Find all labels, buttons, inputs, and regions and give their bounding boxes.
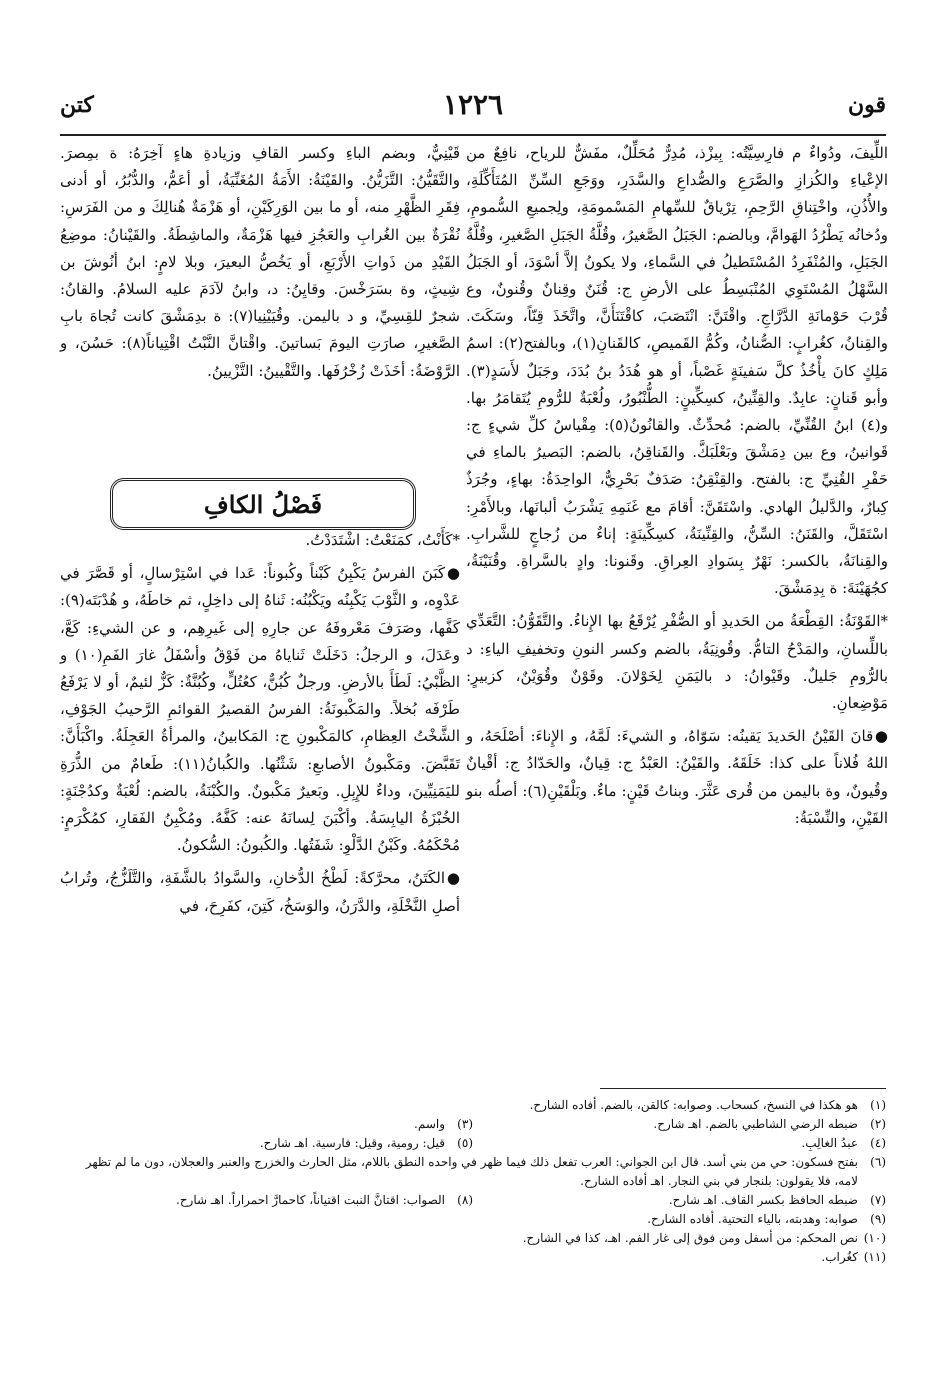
- footnote-number: (٥): [457, 1136, 473, 1150]
- footnote: [60, 1096, 886, 1115]
- footnote: [473, 1134, 886, 1153]
- footnote-text: هو هكذا في النسخ، كسحاب. وصوابه: كالقن، بالضم. أفاده الشارح.: [529, 1098, 858, 1112]
- footnote: [60, 1210, 886, 1229]
- footnote-number: (٤): [870, 1136, 886, 1150]
- footnote-number: (٨): [457, 1193, 473, 1207]
- footnote-number: (١١): [863, 1250, 886, 1264]
- left-column-bottom: [60, 527, 460, 1067]
- footnote-text: ضبطه الحافظ بكسر القاف. اهـ شارح.: [668, 1193, 858, 1207]
- header-end-word: كتن: [60, 92, 94, 118]
- footnote-row: [60, 1134, 886, 1153]
- footnote-text: صوابه: وهدبته، بالياء التحتية. أفاده الشارح.: [647, 1212, 858, 1226]
- entry-paragraph: ●الكَتَنُ، محرَّكةً: لَطْخُ الدُّخانِ، والسَّوادُ بالشَّفَةِ، والتَّلَزُّجُ، وتُرابُ أصلِ النَّخْلَةِ، والدَّرَنُ، والوَسَخُ، كَتِنَ، كفَرِحَ، في: [60, 869, 460, 915]
- page-number: ١٢٢٦: [442, 88, 504, 121]
- footnote-text: عبدُ الغالِبِ.: [801, 1136, 858, 1150]
- entry-paragraph: ●قانَ القَيْنُ الحَديدَ يَقينُه: سَوّاهُ، و الشيءَ: لَمَّهُ، و الإِناءَ: أصْلَحَهُ، و اللهُ فُلاناً على كذا: خَلَقَهُ. والقَيْنُ: العَبْدُ ج: قِيانٌ، والحَدّادُ ج: أقْيانٌ وقُيونٌ، وة باليمن من قُرى عَثَّرَ. وبناتُ قَيْنٍ: ماءٌ. وبَلْقَيْنِ(٦): أصلُه بنو القَيْنِ، والنِّسْبَةُ:: [466, 727, 889, 827]
- entry-paragraph: *القَوْنَةُ: القِطْعَةُ من الحَديدِ أو الصُّفْرِ يُرْقَعُ بها الإِناءُ. والتَّقَوُّنُ: التَّعَدِّي باللِّسانِ، والمَدْحُ التامُّ. وقُونِيَةُ، بالضم وكسر النونِ وتخفيفِ الياءِ: د بالرُّومِ جَليلٌ. وقَيْوانُ: د باليَمَنِ لِخَوْلانَ. وقَوْنٌ وقُوَيْنٌ، كزبيرٍ: مَوْضِعانِ.: [466, 612, 888, 713]
- header-root-word: قون: [847, 92, 886, 118]
- footnote-text: الصواب: اقتانَّ النبت اقتياناً، كاحمارَّ احمراراً. اهـ شارح.: [176, 1193, 445, 1207]
- footnote-text: بفتح فسكون: حي من بني أسد. قال ابن الجواني: العرب تفعل ذلك فيما ظهر في واحده النطق باللام، مثل الحارث والخزرج والعنبر والعجلان، دون ما لم تظهر لامه، فلا يقولون: بلنجار في بني النجار. اهـ أفاده الشارح.: [85, 1155, 858, 1188]
- footnote: [60, 1115, 473, 1134]
- footnote-number: (٣): [457, 1117, 473, 1131]
- entry-paragraph: قَيْنِيٌّ، وبضم الباءِ وكسر القافِ وزيادةِ هاءٍ آخِرَهُ: ة بمِصرَ. والتَّقَيُّنُ: التَّزَيُّنُ. والقَيْنَةُ: الأَمَةُ المُغَنِّيَةُ، أو أعَمُّ، والدُّبُرُ، أو أدنى فِقَرِ الظَّهْرِ منه، أو ما بين الوَرِكَيْنِ، أو هَزْمَةٌ هُنالِكَ و من الفَرَسِ: نُقْرَةٌ بين الغُرابِ والعَجُزِ فيها هَزْمَةٌ، والماشِطَةُ. والقَيْنانُ: موضِعُ القَيْدِ من ذَواتِ الأَرْبَعِ، أو يَخُصُّ البعيرَ، وبلا لامٍ: ابنُ أنُوشَ بن شِيثٍ، وة بسَرَخْسَ. وقايِنُ: د، وابنُ لآدَمَ عليه السلامُ. والقانُ: شجرٌ للقِسِيِّ، و د باليمن. وقُيَيْنِيا(٧): ة بدِمَشْقَ كانت تُجاهَ بابِ الصَّغيرِ، صارَتِ اليومَ بَساتينَ. واقْتانَّ النَّبْتُ اقْتِياناً(٨): حَسُنَ، و الرَّوْضَةُ: أخَذَتْ زُخْرُفَها. والتَّقْيينُ: التَّزْيينُ.: [60, 144, 460, 380]
- footnotes: [60, 1096, 886, 1267]
- footnote-number: (٦): [870, 1155, 886, 1169]
- footnote: [60, 1248, 886, 1267]
- footnote-row: [60, 1191, 886, 1210]
- footnote-number: (٩): [870, 1212, 886, 1226]
- footnote: [473, 1115, 886, 1134]
- footnote: [60, 1191, 473, 1210]
- footnote-number: (١): [870, 1098, 886, 1112]
- entry-paragraph: *كَأَنْتُ، كمَنَعْتُ: اشْتَدَدْتُ.: [305, 531, 460, 549]
- footnote-number: (٧): [870, 1193, 886, 1207]
- footnote-text: كغُراب.: [821, 1250, 858, 1264]
- footnote-number: (١٠): [863, 1231, 886, 1245]
- right-column: [466, 140, 889, 827]
- footnote-text: نص المحكم: من أسفل ومن فوق إلى غار الفم. اهـ، كذا في الشارح.: [522, 1231, 858, 1245]
- footnote-number: (٢): [870, 1117, 886, 1131]
- header-rule: [60, 134, 886, 136]
- left-column-top: [60, 140, 460, 480]
- page-header: [60, 88, 886, 132]
- section-heading: فَصْلُ الكافِ: [110, 478, 416, 530]
- footnote: [60, 1134, 473, 1153]
- footnote-row: [60, 1115, 886, 1134]
- footnote-text: واسم.: [414, 1117, 445, 1131]
- footnote-text: ضبطه الرضي الشاطبي بالضم. اهـ شارح.: [653, 1117, 858, 1131]
- footnote: [60, 1153, 886, 1191]
- footnote: [60, 1229, 886, 1248]
- footnote: [473, 1191, 886, 1210]
- entry-paragraph: ●كَبَنَ الفرسُ يَكْبِنُ كَبْناً وكُبوناً: عَدا في اسْتِرْسالٍ، أو قَصَّرَ في عَدْوِه، و الثَّوْبَ يَكْبِنُه ويَكْبُنُه: ثَناهُ إلى داخِلٍ، ثم خاطَهُ، و هُدْبَتَه(٩): كَفَّها، وصَرَفَ مَعْروفَهُ عن جارِهِ إلى غَيرِهِم، و عن الشيءِ: كَعَّ، وعَدَلَ، و الرجلُ: دَخَلَتْ ثَناياهُ من فَوْقُ وأسْفَلُ غارَ الفَمِ(١٠) و الظَّبْيُ: لَطَأَ بالأرضِ. ورجلٌ كُبُنٌّ، كعُتُلٍّ، وكُبُنَّةٌ: كَزٌّ لئيمٌ، أو لا يَرْفَعُ طَرْفَه بُخلاً. والمَكْبونَةُ: الفرسُ القصيرُ القوائمِ الرَّحيبُ الجَوْفِ، الشَّخْتُ العِظامِ، كالمَكْبونِ ج: المَكابينُ، والمرأةُ العَجِلَةُ. واكْبَأَنَّ: تَقَبَّضَ. ومَكْبونُ الأصابعِ: شَثْنُها. والكُبانُ(١١): طَعامٌ من الذُّرَةِ لليَمَنِيِّينَ، وداءٌ للإِبِلِ. وبَعيرٌ مَكْبونٌ. والكُبْنَةُ، بالضم: لُعْبَةٌ وكدُجْنَةٍ: الخُبْزَةُ اليابِسَةُ. وأكْبَنَ لِسانَهُ عنه: كَفَّهُ. ومُكْبِنُ الفَقارِ، كمُكْرَمٍ: مُحْكَمُهُ. وكَبْنُ الدَّلْوِ: شَفَتُها. والكُبونُ: السُّكونُ.: [60, 564, 460, 855]
- footnote-rule: [600, 1088, 886, 1089]
- footnote-text: قيل: رومية، وقيل: فارسية. اهـ شارح.: [259, 1136, 445, 1150]
- entry-paragraph: اللِّيفَ، ودُواءٌ م فارِسِيَّتُه: بِيزْذ، مُدِرٌّ مُحَلِّلٌ، مفَشٌّ للرياح، نافِعٌ من الإعْياءِ والكُزازِ والصَّرَعِ والصُّداعِ والسَّدَرِ، ووَجَعِ السِّنِّ المُتَأَكِّلَةِ، والأُذُنِ، واخْتِناقِ الرَّحِمِ، تِرْياقٌ للسِّهامِ المَسْمومَةِ، ولِجميعِ السُّمومِ، ودُخانُه يَطْرُدُ الهَوامَّ، وبالضم: الجَبَلُ الصَّغيرُ، وقُلَّةُ الجَبَلِ الصَّغيرِ، وقُلَّةُ الجَبَلِ، والمُنْفَرِدُ المُسْتَطيلُ في السَّماءِ، ولا يكونُ إلاَّ أسْوَدَ، أو الجَبَلُ السَّهْلُ المُسْتَوِي المُنْبَسِطُ على الأرضِ ج: قُنَنٌ وقِنانٌ وقُنونٌ، وع قُرْبَ حَوْمانَةِ الدَّرَّاجِ. واقْتَنَّ: انْتَصَبَ، كاقْتَنَأَنَّ، واتَّخَذَ قِنّاً، وسَكَتَ. والقِنانُ، كغُرابٍ: الصُّنانُ، وكُمُّ القَميصِ، كالقَنانِ(١)، وبالفتح(٢): اسمُ مَلِكٍ كانَ يأْخُذُ كلَّ سَفينَةٍ غَصْباً، أو هو هُدَدُ بنُ بُدَدَ، وجَبَلٌ لأَسَدٍ(٣). وأبو قَنانٍ: عابِدٌ. والقِنِّينُ، كسِكِّينٍ: الطُّنْبُورُ، ولُعْبَةٌ للرُّومِ يُتَقامَرُ بها. و(٤) ابنُ القُنِّيِّ، بالضم: مُحدِّثٌ. والقانُونُ(٥): مِقْياسُ كلِّ شيءٍ ج: قَوانينُ، وع بين دِمَشْقَ وبَعْلَبَكَّ. والقَناقِنُ، بالضم: البَصيرُ بالماءِ في حَفْرِ القُنِيِّ ج: بالفتح. والقِنْقِنُ: صَدَفٌ بَحْرِيٌّ، الواحِدَةُ: بهاءٍ، وجُرَذٌ كِبارٌ، والدَّليلُ الهادي. واسْتَقَنَّ: أقامَ مع غَنَمِهِ يَشْرَبُ ألبانَها، وبالأَمْرِ: اسْتَقَلَّ، والقَنَنُ: السِّنُّ، والقِنِّينَةُ، كسِكِّينَةٍ: إناءٌ من زُجاجٍ للشَّرابِ. والقِنانَةُ، بالكسر: نَهْرٌ بِسَوادِ العِراقِ. وقَنونا: وادٍ بالسَّراةِ. وقُنَيْنَةُ، كجُهَيْنَةَ: ة بِدِمَشْقَ.: [466, 144, 889, 598]
